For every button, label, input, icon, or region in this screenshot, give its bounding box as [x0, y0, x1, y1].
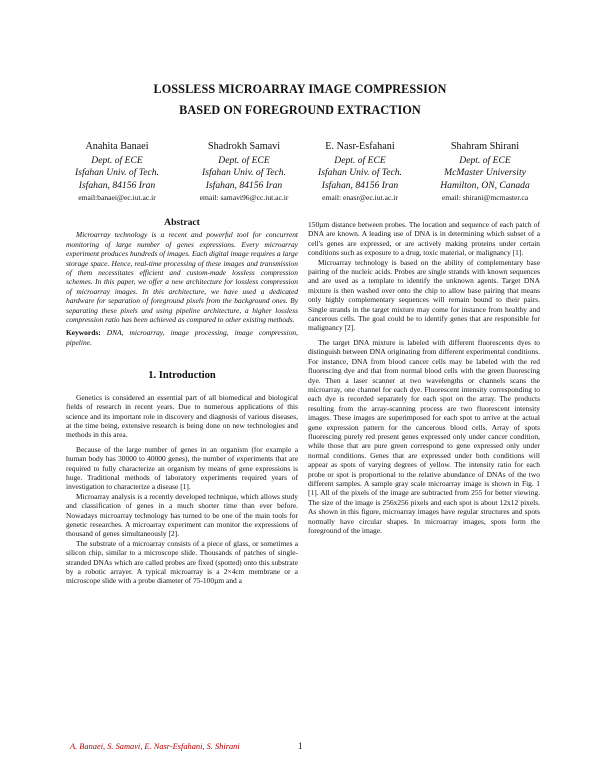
author-name: Shahram Shirani: [450, 141, 520, 152]
author-email: email:banaei@ec.iut.ac.ir: [78, 193, 156, 203]
author-block: [52, 141, 182, 205]
author-email: email: shirani@mcmaster.ca: [441, 193, 529, 203]
author-name: E. Nasr-Esfahani: [325, 141, 395, 152]
author-dept: Dept. of ECE: [334, 154, 386, 166]
abstract-heading: Abstract: [164, 217, 200, 228]
author-email: email: enasr@ec.iut.ac.ir: [322, 193, 398, 203]
author-email: email: samavi96@cc.iut.ac.ir: [199, 193, 289, 203]
right-column: [308, 220, 540, 535]
author-city: Isfahan, 84156 Iran: [78, 179, 156, 191]
right-paragraph-2: Microarray technology is based on the ability of complementary base pairing of the nucleic acids. Probes are single strands with known sequences and are used as a template to identify the unknown agents. Target DNA mixture is then washed over onto the chip to allow base pairing that means only highly complementary sequences will remain bound to their pairs. Single strands in the target mixture may come for instance from healthy and cancerous cells. The goal could be to identify genes that are responsible for malignancy [2].: [308, 257, 540, 333]
intro-paragraph-2: Because of the large number of genes in an organism (for example a human body has 30000 to 40000 genes), the number of experiments that are required to fully characterize an organism by means of gene expressions is huge. Traditional methods of laboratory experiments required years of investigation to characterize a disease [1].: [66, 444, 298, 492]
author-block: [179, 141, 309, 205]
author-block: [420, 141, 550, 205]
left-column: [66, 218, 298, 586]
paper-title-line-1: LOSSLESS MICROARRAY IMAGE COMPRESSION: [153, 82, 447, 96]
author-univ: Isfahan Univ. of Tech.: [318, 167, 402, 179]
paper-title-line-2: BASED ON FOREGROUND EXTRACTION: [179, 103, 421, 117]
author-dept: Dept. of ECE: [459, 154, 511, 166]
section-heading-introduction: 1. Introduction: [148, 370, 216, 382]
right-paragraph-1: 150µm distance between probes. The location and sequence of each patch of DNA are known. A leading use of DNA is in determining which subset of a cell's genes are expressed, or are actively making proteins under certain conditions such as exposure to a drug, toxic material, or malignancy [1].: [308, 220, 540, 258]
intro-paragraph-3: Microarray analysis is a recently developed technique, which allows study and classification of genes in a much shorter time than ever before. Nowadays microarray technology has turned to be one of the main tools for genetic researches. A microarray experiment can monitor the expressions of thousand of genes simultaneously [2].: [66, 491, 298, 539]
intro-paragraph-1: Genetics is considered an essential part of all biomedical and biological fields of research in recent years. Due to numerous applications of this science and its important role in discovery and diagnosis of various diseases, at the time being, extensive research is being done on new technologies and methods in this area.: [66, 392, 298, 440]
page-number: 1: [298, 741, 303, 751]
keywords-label: Keywords:: [66, 328, 101, 338]
author-city: Isfahan, 84156 Iran: [205, 179, 283, 191]
author-city: Isfahan, 84156 Iran: [321, 179, 399, 191]
author-univ: Isfahan Univ. of Tech.: [75, 167, 159, 179]
author-univ: McMaster University: [444, 167, 526, 179]
abstract-body: Microarray technology is a recent and powerful tool for concurrent monitoring of large number of genes expressions. Every microarray experiment produces hundreds of images. Each digital image requires a large storage space. Hence, real-time processing of these images and transmission of them necessitates efficient and custom-made lossless compression schemes. In this paper, we offer a new architecture for lossless compression of microarray images. In this architecture, we have used a dedicated hardware for separation of foreground pixels from the background ones. By separating these pixels and using pipeline architecture, a higher lossless compression ratio has been achieved as compared to other existing methods.: [66, 230, 298, 325]
author-name: Shadrokh Samavi: [207, 141, 281, 152]
author-univ: Isfahan Univ. of Tech.: [202, 167, 286, 179]
footer-author-names: A. Banaei, S. Samavi, E. Nasr-Esfahani, S. Shirani: [70, 742, 240, 751]
keywords: [66, 328, 298, 347]
author-city: Hamilton, ON, Canada: [440, 179, 530, 191]
author-dept: Dept. of ECE: [218, 154, 270, 166]
author-dept: Dept. of ECE: [91, 154, 143, 166]
keywords-text: DNA, microarray, image processing, image compression, pipeline.: [66, 328, 298, 347]
author-block: [295, 141, 425, 205]
intro-paragraph-4: The substrate of a microarray consists of a piece of glass, or sometimes a silicon chip, similar to a microscope slide. Thousands of patches of single-stranded DNAs which are called probes are fixed (spotted) onto this substrate by a robotic arrayer. A typical microarray is a 2×4cm membrane or a microscope slide with a probe diameter of 75-100µm and a: [66, 538, 298, 586]
author-name: Anahita Banaei: [85, 141, 149, 152]
right-paragraph-3: The target DNA mixture is labeled with different fluorescents dyes to distinguish between DNA originating from different experimental conditions. For instance, DNA from blood cancer cells may be labeled with the red fluorescing dye and that from normal blood cells with the green fluorescing dye. Then a laser scanner at two wavelengths or channels scans the microarray, one channel for each dye. Fluorescent intensity corresponding to each dye is recorded separately for each spot on the array. The products resulting from the array-scanning process are two fluorescent intensity images. These images are superimposed for each spot to arrive at the actual gene expression pattern for the cancerous blood cells. Array of spots fluorescing purely red present genes expressed only under cancer condition, while those that are pure green correspond to gene expressed only under normal conditions. Genes that are expressed under both conditions will appear as spots of varying degrees of yellow. The intensity ratio for each probe or spot is proportional to the relative abundance of DNAs of the two different samples. A sample gray scale microarray image is shown in Fig. 1 [1]. All of the pixels of the image are subtracted from 255 for better viewing. The size of the image is 256x256 pixels and each spot is about 12x12 pixels. As shown in this figure, microarray images have regular structures and spots normally have circular shapes. In microarray images, spots form the foreground of the image.: [308, 337, 540, 535]
